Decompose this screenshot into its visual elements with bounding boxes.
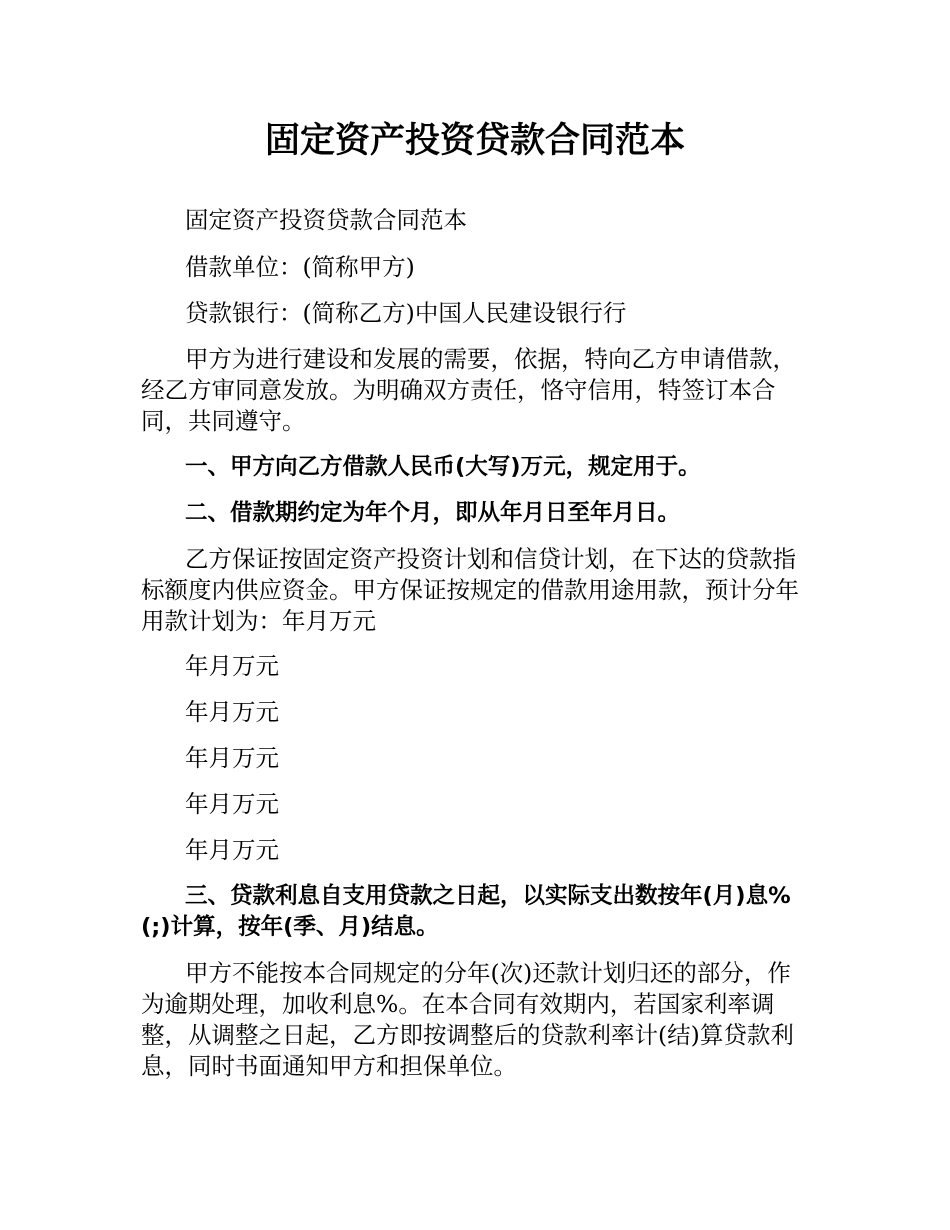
plan-line: 年月万元	[185, 698, 279, 726]
plan-line: 年月万元	[185, 652, 279, 680]
plan-line: 年月万元	[185, 790, 279, 818]
clause-one-heading: 一、甲方向乙方借款人民币(大写)万元，规定用于。	[185, 454, 701, 480]
overdue-interest-paragraph: 甲方不能按本合同规定的分年(次)还款计划归还的部分，作为逾期处理，加收利息%。在本合同有效期内，若国家利率调整，从调整之日起，乙方即按调整后的贷款利率计(结)算贷款利息，同时书面通知甲方和担保单位。	[141, 959, 794, 1080]
document-title: 固定资产投资贷款合同范本	[264, 121, 685, 161]
plan-line: 年月万元	[185, 744, 279, 772]
plan-line: 年月万元	[185, 836, 279, 864]
lender-paragraph: 贷款银行：(简称乙方)中国人民建设银行行	[185, 299, 627, 327]
clause-two-heading: 二、借款期约定为年个月，即从年月日至年月日。	[185, 500, 681, 526]
clause-three-heading: 三、贷款利息自支用贷款之日起，以实际支出数按年(月)息%(;)计算，按年(季、月)结息。	[141, 883, 791, 940]
preamble-paragraph: 甲方为进行建设和发展的需要，依据，特向乙方申请借款，经乙方审同意发放。为明确双方责任，恪守信用，特签订本合同，共同遵守。	[141, 345, 796, 435]
subtitle-paragraph: 固定资产投资贷款合同范本	[185, 206, 467, 234]
funding-plan-paragraph: 乙方保证按固定资产投资计划和信贷计划，在下达的贷款指标额度内供应资金。甲方保证按规定的借款用途用款，预计分年用款计划为：年月万元	[141, 545, 799, 635]
borrower-paragraph: 借款单位：(简称甲方)	[185, 253, 415, 281]
